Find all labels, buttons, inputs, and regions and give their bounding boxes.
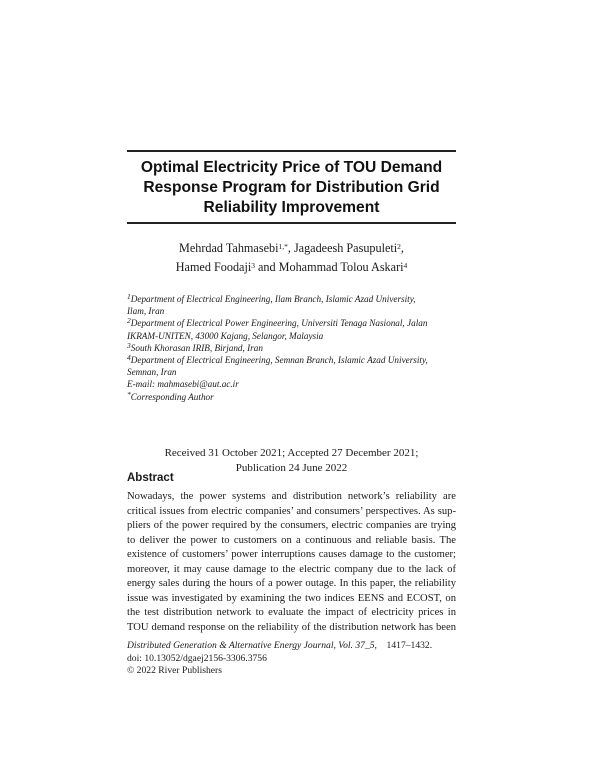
author-name: and Mohammad Tolou Askari (254, 260, 404, 274)
abstract-line: to deliver the power to customers on a continuous and reliable basis. The (127, 534, 456, 546)
publication-dates (127, 446, 456, 475)
author-name: Hamed Foodaji (175, 260, 252, 274)
title-line: Reliability Improvement (203, 199, 380, 216)
paper-title (127, 158, 456, 218)
abstract-line: TOU demand response on the reliability of the distribution network has been (127, 621, 456, 633)
abstract-line: energy sales during the hours of a power outage. In this paper, the reliability (127, 578, 456, 589)
author-line: Mehrdad Tahmasebi$^{1,*}$, Jagadeesh Pasupuleti$^2$, (179, 241, 404, 255)
received-accepted-line: Received 31 October 2021; Accepted 27 December 2021; (164, 447, 419, 459)
affiliation-line: IKRAM-UNITEN, 43000 Kajang, Selangor, Malaysia (127, 330, 324, 341)
abstract-line: moreover, it may cause damage to the electric company due to the lack of (127, 563, 456, 575)
affiliation-line: Semnan, Iran (127, 367, 177, 378)
affiliation-line: Ilam, Iran (127, 306, 165, 317)
abstract-line: existence of customers’ power interruptions causes damage to the customer; (127, 549, 456, 560)
author-name: , Jagadeesh Pasupuleti (287, 241, 398, 255)
abstract-line: critical issues from electric companies’ and consumers’ perspectives. As sup- (127, 505, 456, 517)
affiliation-line: $^2$Department of Electrical Power Engineering, Universiti Tenaga Nasional, Jalan (127, 316, 428, 329)
author-list (127, 239, 456, 277)
publication-line: Publication 24 June 2022 (235, 461, 348, 474)
corresponding-author-note: *Corresponding Author (127, 389, 214, 402)
journal-citation (127, 640, 457, 653)
affiliation-line: $^3$South Khorasan IRIB, Birjand, Iran (127, 340, 263, 353)
title-line: Response Program for Distribution Grid (143, 179, 440, 196)
author-name: Mehrdad Tahmasebi (179, 241, 279, 255)
affiliations (127, 293, 457, 403)
author-affil-mark: 2 (397, 242, 401, 251)
abstract-line: Nowadays, the power systems and distribution network’s reliability are (127, 491, 456, 502)
affiliation-line: $^1$Department of Electrical Engineering, Ilam Branch, Islamic Azad University, (127, 292, 416, 304)
abstract-body (127, 490, 456, 635)
title-line: Optimal Electricity Price of TOU Demand (140, 159, 443, 176)
title-bottom-rule (127, 222, 456, 224)
abstract-heading: Abstract (127, 472, 174, 484)
abstract-line: issue was investigated by examining the two indices EENS and ECOST, on (127, 592, 456, 604)
copyright-line: © 2022 River Publishers (127, 665, 222, 676)
affiliation-line: $^4$Department of Electrical Engineering, Semnan Branch, Islamic Azad University, (127, 353, 428, 366)
author-affil-mark: 3 (251, 261, 255, 270)
title-top-rule (127, 150, 456, 152)
author-affil-mark: 1,* (278, 242, 288, 251)
page-range: 1417–1432. (386, 640, 433, 651)
author-affil-mark: 4 (403, 261, 408, 270)
email-line: E-mail: mahmasebi@aut.ac.ir (127, 379, 239, 390)
author-line (127, 258, 456, 277)
journal-footer (127, 640, 457, 678)
journal-name: Distributed Generation & Alternative Energy Journal, Vol. 37_5, (127, 640, 377, 651)
abstract-line: the test distribution network to evaluate the impact of electricity prices in (127, 607, 456, 618)
abstract-line: pliers of the power required by the consumers, electric companies are trying (127, 520, 456, 531)
doi-line: doi: 10.13052/dgaej2156-3306.3756 (127, 652, 267, 664)
